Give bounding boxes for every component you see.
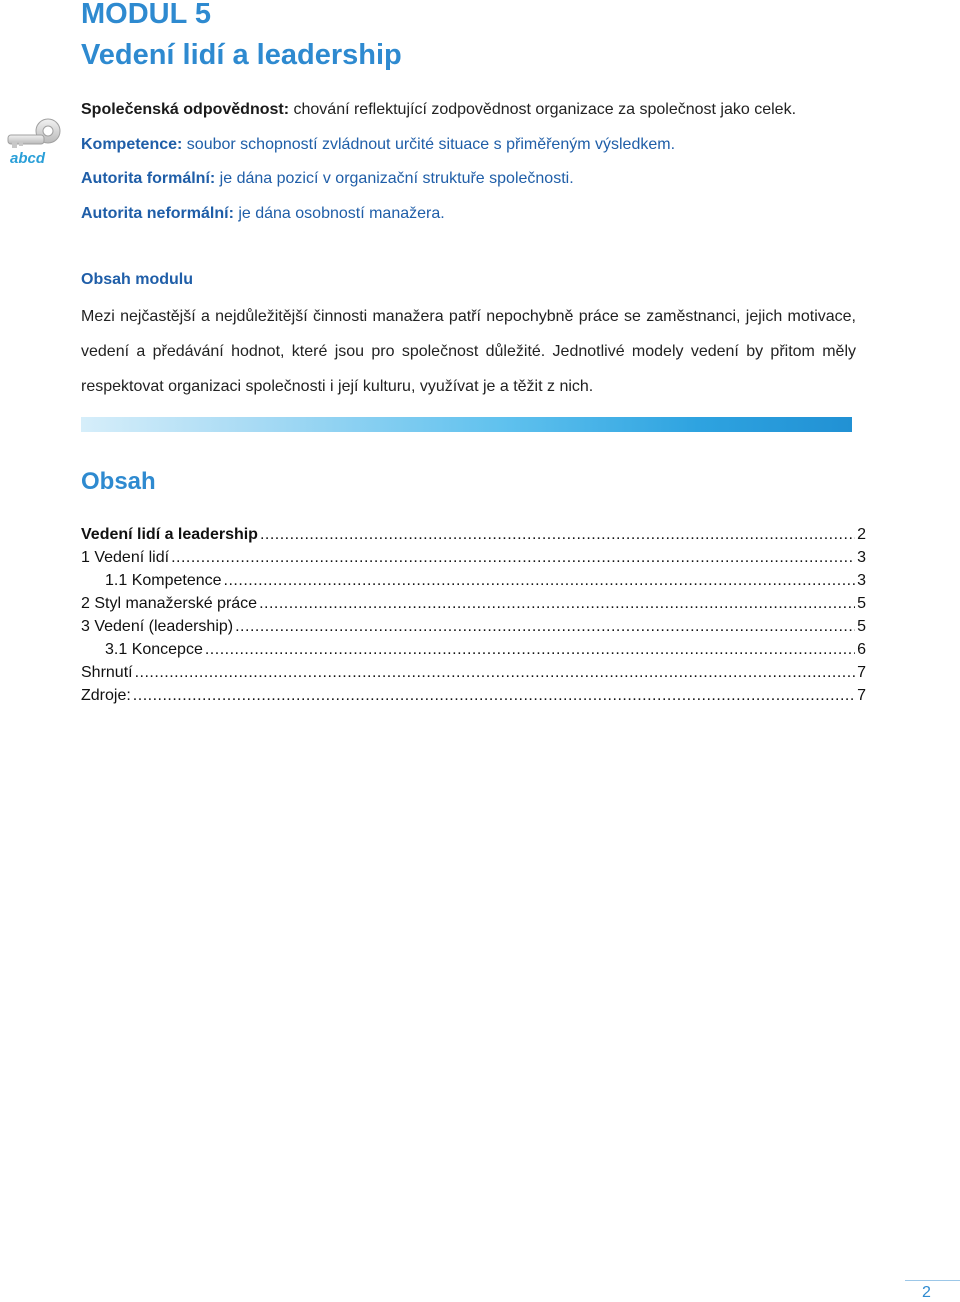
table-of-contents (81, 523, 866, 707)
toc-heading: Obsah (81, 468, 156, 495)
definition-text: soubor schopností zvládnout určité situace s přiměřeným výsledkem. (182, 135, 676, 153)
toc-entry-label: 1 Vedení lidí (81, 549, 170, 566)
definition-item (81, 99, 881, 121)
definitions-list (81, 99, 881, 237)
definition-term: Společenská odpovědnost: (81, 101, 290, 118)
definition-term: Autorita formální: (81, 170, 216, 187)
toc-entry[interactable] (81, 523, 866, 546)
definition-text: chování reflektující zodpovědnost organizace za společnost jako celek. (289, 101, 797, 118)
toc-entry[interactable] (81, 592, 866, 615)
toc-entry[interactable] (81, 546, 866, 569)
toc-entry-page: 6 (857, 641, 866, 658)
definition-term: Kompetence: (81, 135, 183, 153)
toc-entry-page: 7 (857, 664, 866, 681)
toc-entry-label: 2 Styl manažerské práce (81, 595, 258, 612)
toc-leader-dots (224, 569, 856, 592)
toc-entry-label: 3 Vedení (leadership) (81, 618, 234, 635)
module-number-title: MODUL 5 (81, 0, 211, 30)
toc-leader-dots (260, 523, 855, 546)
toc-leader-dots (171, 546, 855, 569)
module-summary-heading: Obsah modulu (81, 271, 193, 288)
footer-divider (905, 1280, 960, 1281)
toc-entry-label: 3.1 Koncepce (105, 641, 203, 658)
definition-item (81, 134, 881, 156)
definition-term: Autorita neformální: (81, 204, 234, 222)
toc-entry-label: Shrnutí (81, 664, 133, 681)
toc-entry[interactable] (81, 615, 866, 638)
toc-entry-page: 3 (857, 549, 866, 566)
toc-entry-label: 1.1 Kompetence (105, 572, 222, 589)
toc-leader-dots (235, 615, 855, 638)
toc-entry[interactable] (81, 661, 866, 684)
toc-entry-page: 5 (857, 618, 866, 635)
definition-item (81, 168, 881, 190)
module-summary-text: Mezi nejčastější a nejdůležitější činnosti manažera patří nepochybně práce se zaměstnanci, jejich motivace, vedení a předávání hodnot, které jsou pro společnost důležité. Jednotlivé modely vedení by přitom měly respektovat organizaci společnosti i její kulturu, využívat je a těžit z nich. (81, 308, 856, 395)
key-icon (4, 115, 64, 171)
toc-leader-dots (205, 638, 855, 661)
definition-text: je dána osobností manažera. (233, 204, 445, 222)
page-number: 2 (922, 1284, 931, 1301)
toc-leader-dots (259, 592, 855, 615)
toc-leader-dots (135, 661, 856, 684)
toc-entry[interactable] (81, 684, 866, 707)
toc-entry[interactable] (81, 638, 866, 661)
gradient-divider (81, 417, 852, 432)
toc-entry[interactable] (81, 569, 866, 592)
definition-item (81, 203, 881, 225)
toc-entry-page: 5 (857, 595, 866, 612)
toc-entry-page: 3 (857, 572, 866, 589)
toc-entry-label: Zdroje: (81, 687, 131, 704)
toc-entry-label: Vedení lidí a leadership (81, 526, 258, 543)
module-name-title: Vedení lidí a leadership (81, 39, 402, 71)
icon-abcd-lettering: abcd (10, 150, 46, 167)
toc-entry-page: 7 (857, 687, 866, 704)
toc-entry-page: 2 (857, 526, 866, 543)
toc-leader-dots (133, 684, 855, 707)
definition-text: je dána pozicí v organizační struktuře společnosti. (215, 170, 574, 187)
